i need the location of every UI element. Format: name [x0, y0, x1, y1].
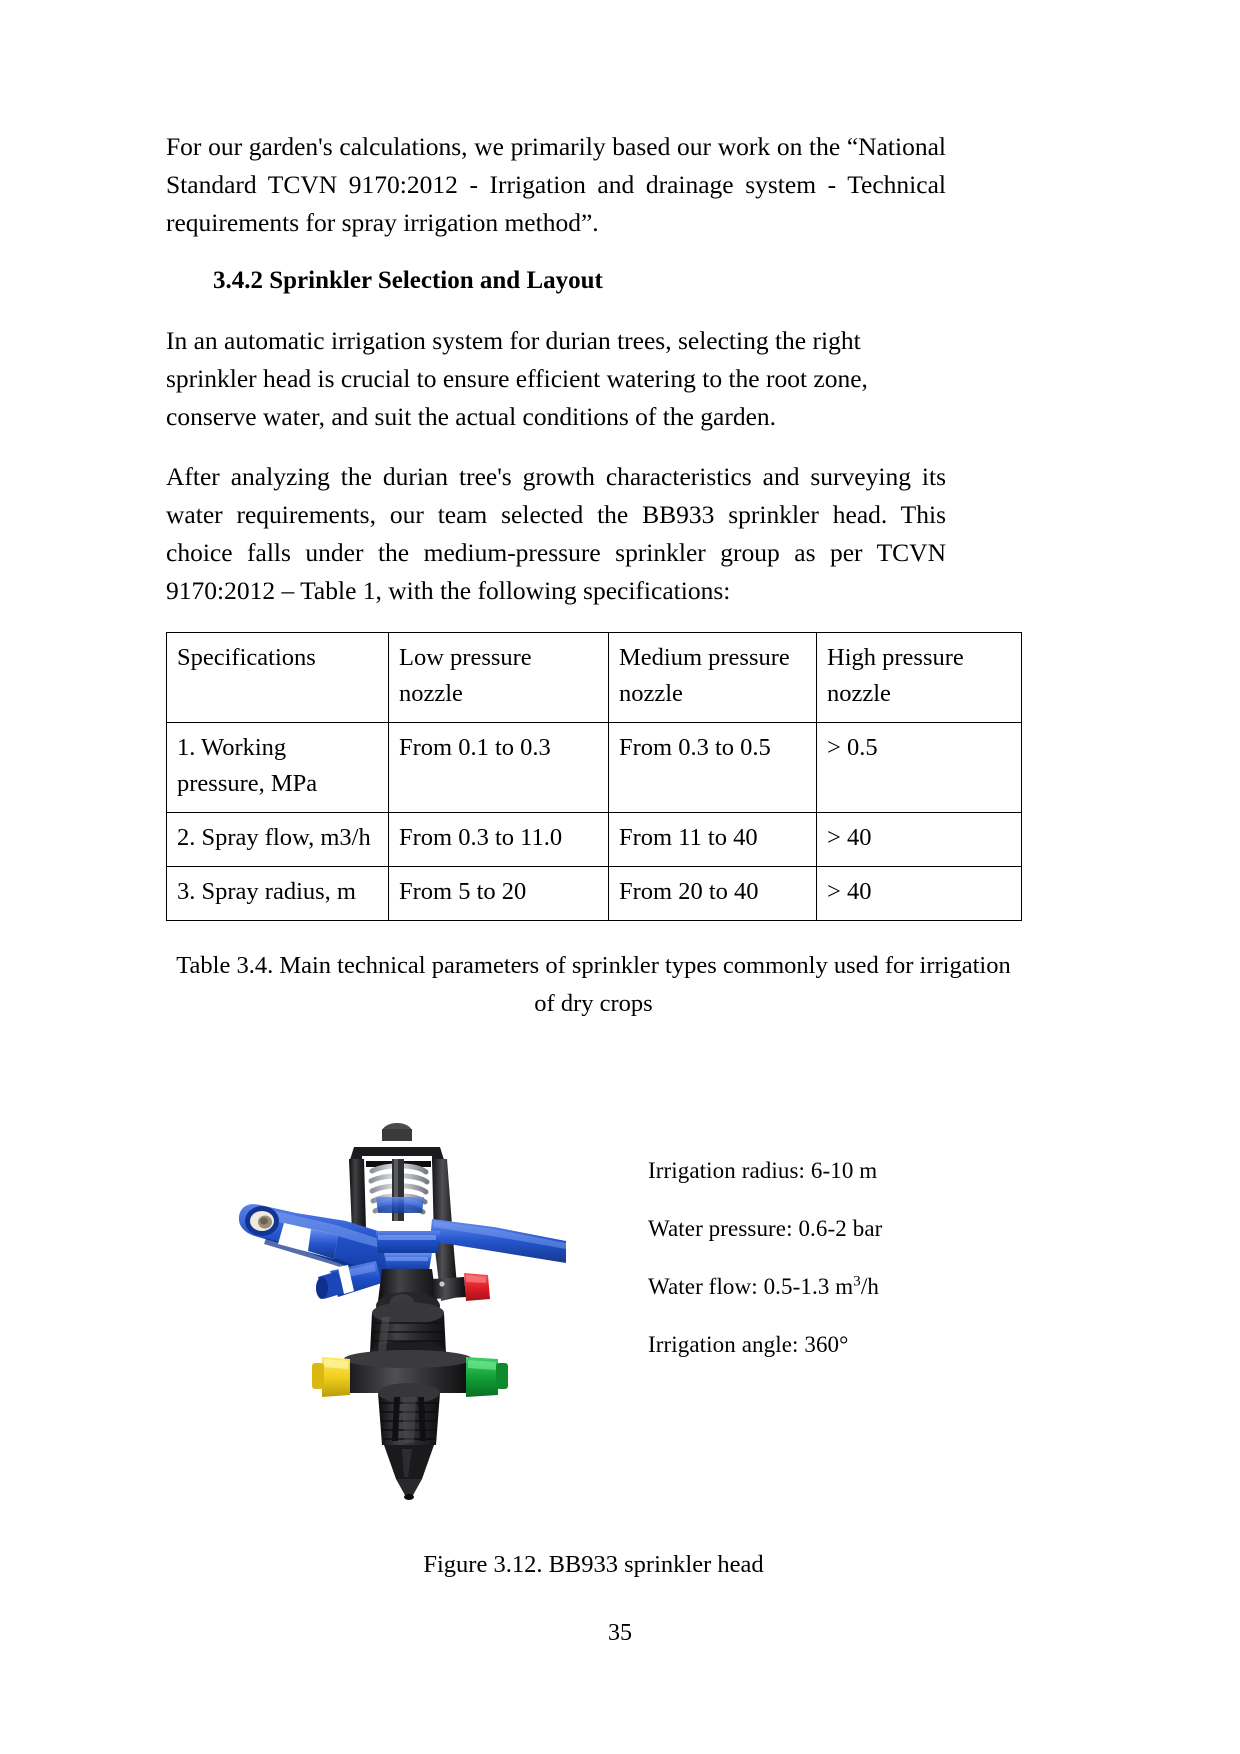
table-header-row	[167, 633, 1022, 723]
table-cell: > 0.5	[817, 723, 1022, 813]
table-cell: From 0.3 to 0.5	[609, 723, 817, 813]
paragraph-intro: For our garden's calculations, we primarily based our work on the “National Standard TCVN 9170:2012 - Irrigation and drainage system - Technical requirements for spray irrigation method”.	[166, 132, 946, 237]
table-cell: From 0.3 to 11.0	[389, 813, 609, 867]
annotation-water-pressure: Water pressure: 0.6-2 bar	[648, 1216, 883, 1241]
table-cell: > 40	[817, 813, 1022, 867]
table-header-cell: Specifications	[167, 633, 389, 723]
table-cell: > 40	[817, 867, 1022, 921]
figure-caption: Figure 3.12. BB933 sprinkler head	[423, 1551, 764, 1578]
table-cell: From 5 to 20	[389, 867, 609, 921]
table-cell: From 20 to 40	[609, 867, 817, 921]
page-number: 35	[608, 1620, 632, 1646]
table-cell: 3. Spray radius, m	[167, 867, 389, 921]
sprinkler-photo	[226, 1101, 566, 1521]
annotation-water-flow-suffix: /h	[860, 1274, 879, 1299]
table-header-cell: Low pressure nozzle	[389, 633, 609, 723]
table-row	[167, 813, 1022, 867]
heading-3-4-2: 3.4.2 Sprinkler Selection and Layout	[213, 267, 603, 294]
table-caption: Table 3.4. Main technical parameters of sprinkler types commonly used for irrigation of dry crops	[176, 952, 1011, 1017]
figure-annotations	[648, 1156, 1028, 1360]
specifications-table	[166, 632, 1022, 921]
table-cell: From 0.1 to 0.3	[389, 723, 609, 813]
paragraph-sprinkler-importance: In an automatic irrigation system for durian trees, selecting the right sprinkler head is crucial to ensure efficient watering to the root zone, conserve water, and suit the actual conditions of the garden.	[166, 326, 868, 431]
table-header-cell: High pressure nozzle	[817, 633, 1022, 723]
annotation-irrigation-radius: Irrigation radius: 6-10 m	[648, 1158, 878, 1183]
annotation-water-flow-prefix: Water flow: 0.5-1.3 m	[648, 1274, 854, 1299]
page-content	[166, 128, 1011, 1579]
table-row	[167, 723, 1022, 813]
paragraph-bb933-selection: After analyzing the durian tree's growth characteristics and surveying its water requirements, our team selected the BB933 sprinkler head. This choice falls under the medium-pressure sprinkler group as per TCVN 9170:2012 – Table 1, with the following specifications:	[166, 462, 946, 605]
table-row	[167, 867, 1022, 921]
table-cell: From 11 to 40	[609, 813, 817, 867]
annotation-irrigation-angle: Irrigation angle: 360°	[648, 1332, 849, 1357]
table-cell: 2. Spray flow, m3/h	[167, 813, 389, 867]
table-header-cell: Medium pressure nozzle	[609, 633, 817, 723]
figure-block	[166, 1101, 1021, 1531]
annotation-water-flow-exponent: 3	[853, 1273, 861, 1290]
table-cell: 1. Working pressure, MPa	[167, 723, 389, 813]
annotation-water-flow	[648, 1272, 1028, 1302]
